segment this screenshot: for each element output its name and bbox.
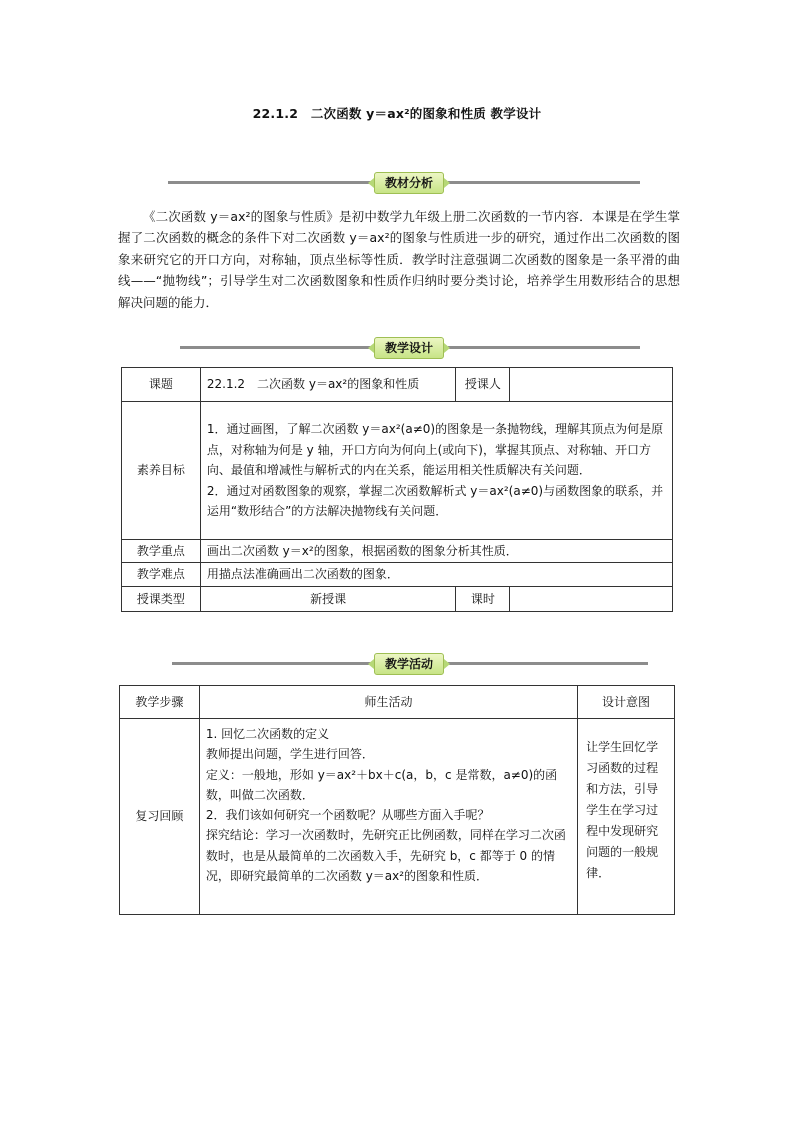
type-label: 授课类型 [122,587,201,612]
step-name: 复习回顾 [120,719,200,915]
difficulty-label: 教学难点 [122,563,201,587]
divider-right [448,346,640,349]
header-activity: 师生活动 [199,686,577,719]
section-header-activity [0,652,794,676]
header-step: 教学步骤 [120,686,200,719]
activity-cell [199,719,577,915]
topic-label: 课题 [122,368,201,402]
goal-1: 1．通过画图，了解二次函数 y＝ax²(a≠0)的图象是一条抛物线，理解其顶点为何是原点，对称轴为何是 y 轴，开口方向为何向上(或向下)，掌握其顶点、对称轴、开口方向、最值和增减性与解析式的内在关系，能运用相关性质解决有关问题． [206,422,664,478]
teacher-value [510,368,673,402]
section-header-analysis [0,171,794,195]
section-tag: 教学活动 [374,653,444,675]
goals-cell [200,402,672,540]
divider-left [180,346,372,349]
divider-left [168,181,372,184]
teacher-label: 授课人 [456,368,510,402]
activity-table [119,685,675,915]
item1-line2: 定义：一般地，形如 y＝ax²＋bx＋c(a，b，c 是常数，a≠0)的函数，叫做二次函数． [205,767,558,802]
section-tag: 教学设计 [374,337,444,359]
item2-title: 2．我们该如何研究一个函数呢？从哪些方面入手呢？ [205,808,490,823]
hours-label: 课时 [456,587,510,612]
item1-title: 1. 回忆二次函数的定义 [205,727,330,741]
item1-line1: 教师提出问题，学生进行回答． [205,747,374,762]
hours-value [510,587,673,612]
divider-right [448,181,640,184]
page-title: 22.1.2 二次函数 y＝ax²的图象和性质 教学设计 [252,106,542,121]
goals-label: 素养目标 [122,402,201,540]
divider-left [172,662,372,665]
difficulty-value: 用描点法准确画出二次函数的图象． [200,563,672,587]
analysis-text: 《二次函数 y＝ax²的图象与性质》是初中数学九年级上册二次函数的一节内容．本课是在学生掌握了二次函数的概念的条件下对二次函数 y＝ax²的图象与性质进一步的研究，通过作出二次函数的图象来研究它的开口方向，对称轴，顶点坐标等性质．教学时注意强调二次函数的图象是一条平滑的曲线——“抛物线”；引导学生对二次函数图象和性质作归纳时要分类讨论，培养学生用数形结合的思想解决问题的能力． [118,209,680,310]
analysis-paragraph [118,206,680,313]
header-intent: 设计意图 [578,686,675,719]
section-header-design [0,336,794,360]
intent-cell: 让学生回忆学习函数的过程和方法，引导学生在学习过程中发现研究问题的一般规律． [578,719,675,915]
key-value: 画出二次函数 y＝x²的图象，根据函数的图象分析其性质． [200,540,672,563]
topic-value: 22.1.2 二次函数 y＝ax²的图象和性质 [200,368,456,402]
divider-right [448,662,648,665]
key-label: 教学重点 [122,540,201,563]
design-table [121,367,673,612]
goal-2: 2．通过对函数图象的观察，掌握二次函数解析式 y＝ax²(a≠0)与函数图象的联系，并运用“数形结合”的方法解决抛物线有关问题． [206,483,664,519]
type-value: 新授课 [200,587,456,612]
section-tag: 教材分析 [374,172,444,194]
item2-text: 探究结论：学习一次函数时，先研究正比例函数，同样在学习二次函数时，也是从最简单的二次函数入手，先研究 b，c 都等于 0 的情况，即研究最简单的二次函数 y＝ax²的图象和性质． [205,828,566,884]
